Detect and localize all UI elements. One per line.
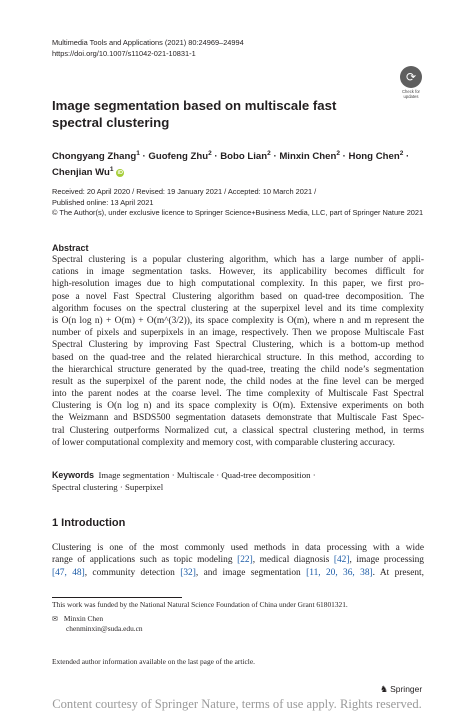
author-name[interactable]: Chenjian Wu bbox=[52, 167, 110, 179]
abstract-text bbox=[52, 254, 424, 449]
corresponding-author bbox=[52, 614, 143, 634]
footnote-divider bbox=[52, 597, 182, 598]
author-name[interactable]: Bobo Lian bbox=[220, 151, 268, 163]
corresponding-name: Minxin Chen bbox=[63, 614, 104, 623]
intro-line: Clustering is one of the most commonly used methods in data processing with a wide bbox=[52, 543, 424, 553]
publisher-name: Springer bbox=[390, 684, 423, 694]
abstract-line: algorithm focuses on the spectral clustering at the superpixel level and its time complexity bbox=[52, 303, 424, 314]
corresponding-email[interactable]: chenminxin@suda.edu.cn bbox=[66, 624, 143, 633]
check-updates-label: Check for updates bbox=[402, 89, 420, 99]
abstract-line: Clustering is O(n log n) and its space complexity is O(m). Extensive experiments on both bbox=[52, 401, 424, 412]
author-name[interactable]: Minxin Chen bbox=[279, 151, 337, 163]
publisher-logo[interactable] bbox=[380, 684, 422, 695]
abstract-line: into the parent nodes at the coarse level. The time complexity of Multiscale Fast Spectral bbox=[52, 389, 424, 400]
envelope-icon: ✉ bbox=[52, 615, 58, 623]
intro-line: [47, 48], community detection [32], and image segmentation [11, 20, 36, 38]. At present, bbox=[52, 567, 424, 578]
citation-link[interactable]: [11, 20, 36, 38] bbox=[306, 567, 373, 578]
keywords-label: Keywords bbox=[52, 470, 95, 480]
author-list bbox=[52, 147, 412, 179]
springer-horse-icon: ♞ bbox=[380, 685, 389, 695]
copyright-line: © The Author(s), under exclusive licence to Springer Science+Business Media, LLC, part of Springer Nature 2021 bbox=[52, 208, 424, 218]
abstract-line: tral Clustering outperforms Normalized cut, a classical spectral clustering method, in terms bbox=[52, 425, 424, 436]
publication-dates: Received: 20 April 2020 / Revised: 19 January 2021 / Accepted: 10 March 2021 / Published online: 13 April 2021 © The Author(s), under exclusive licence to Springer Science+Business Media, LLC, part of Springer Nature 2021 bbox=[52, 187, 424, 218]
abstract-heading: Abstract bbox=[52, 243, 89, 253]
extended-author-info: Extended author information available on the last page of the article. bbox=[52, 657, 255, 666]
abstract-line: the hierarchical structure generated by the quad-tree, treating the child node’s segmentation bbox=[52, 364, 424, 375]
author-name[interactable]: Guofeng Zhu bbox=[148, 151, 209, 163]
citation-link[interactable]: [32] bbox=[180, 567, 196, 578]
courtesy-watermark: Content courtesy of Springer Nature, terms of use apply. Rights reserved. bbox=[52, 697, 422, 711]
intro-line: range of applications such as topic modeling [22], medical diagnosis [42], image processing bbox=[52, 555, 424, 566]
journal-header bbox=[52, 38, 244, 59]
citation-link[interactable]: [42] bbox=[333, 555, 350, 566]
author-name[interactable]: Chongyang Zhang bbox=[52, 151, 137, 163]
section-heading-introduction: 1 Introduction bbox=[52, 517, 126, 529]
abstract-line: pose a novel Fast Spectral Clustering algorithm based on quad-tree decomposition. The bbox=[52, 291, 424, 302]
authors-line-2: Chenjian Wu$^1$ iD bbox=[52, 166, 123, 179]
doi-link[interactable]: https://doi.org/10.1007/s11042-021-10831-1 bbox=[52, 48, 196, 58]
check-updates-icon: ⟳ bbox=[400, 66, 422, 88]
abstract-line: cations in image segmentation tasks. However, its applicability becomes difficult for bbox=[52, 267, 424, 278]
abstract-line: high-resolution images due to high computational complexity. In this paper, we first pro- bbox=[52, 279, 424, 290]
abstract-line: result as the superpixel of the parent node, the child nodes at the fine level can be merged bbox=[52, 376, 424, 387]
abstract-line: of lower computational complexity and memory cost, with comparable clustering accuracy. bbox=[52, 437, 396, 448]
abstract-line: Spectral clustering is a popular clustering algorithm, which has a large number of appli- bbox=[52, 255, 424, 265]
keywords: Keywords Image segmentation · Multiscale · Quad-tree decomposition · Spectral clustering · Superpixel bbox=[52, 470, 316, 492]
funding-note: This work was funded by the National Natural Science Foundation of China under Grant 61801321. bbox=[52, 600, 348, 609]
check-for-updates-button[interactable] bbox=[396, 66, 426, 100]
author-name[interactable]: Hong Chen bbox=[348, 151, 400, 163]
abstract-line: is O(n log n) + O(m) + O(m^(3/2)), its space complexity is O(m), where n and m represent the bbox=[52, 315, 424, 326]
abstract-line: the Weizmann and BSDS500 segmentation datasets demonstrate that Multiscale Fast Spec- bbox=[52, 413, 424, 424]
citation-link[interactable]: [22] bbox=[237, 555, 253, 566]
article-title: Image segmentation based on multiscale fast spectral clustering bbox=[52, 98, 337, 130]
citation-link[interactable]: [47, 48] bbox=[52, 567, 85, 578]
orcid-icon[interactable]: iD bbox=[117, 170, 123, 177]
introduction-text bbox=[52, 542, 424, 579]
authors-line-1: Chongyang Zhang$^1$ · Guofeng Zhu$^2$ · Bobo Lian$^2$ · Minxin Chen$^2$ · Hong Chen$^2$ · bbox=[52, 150, 410, 163]
abstract-line: based on the quad-tree and the related hierarchical structure. In this method, according to bbox=[52, 352, 424, 363]
journal-citation: Multimedia Tools and Applications (2021) 80:24969–24994 bbox=[52, 38, 244, 47]
abstract-line: Spectral Clustering by improving Fast Spectral Clustering, which is a bottom-up method bbox=[52, 340, 424, 351]
abstract-line: number of pixels and superpixels in an image, respectively. Then we propose Multiscale Fast bbox=[52, 328, 424, 339]
